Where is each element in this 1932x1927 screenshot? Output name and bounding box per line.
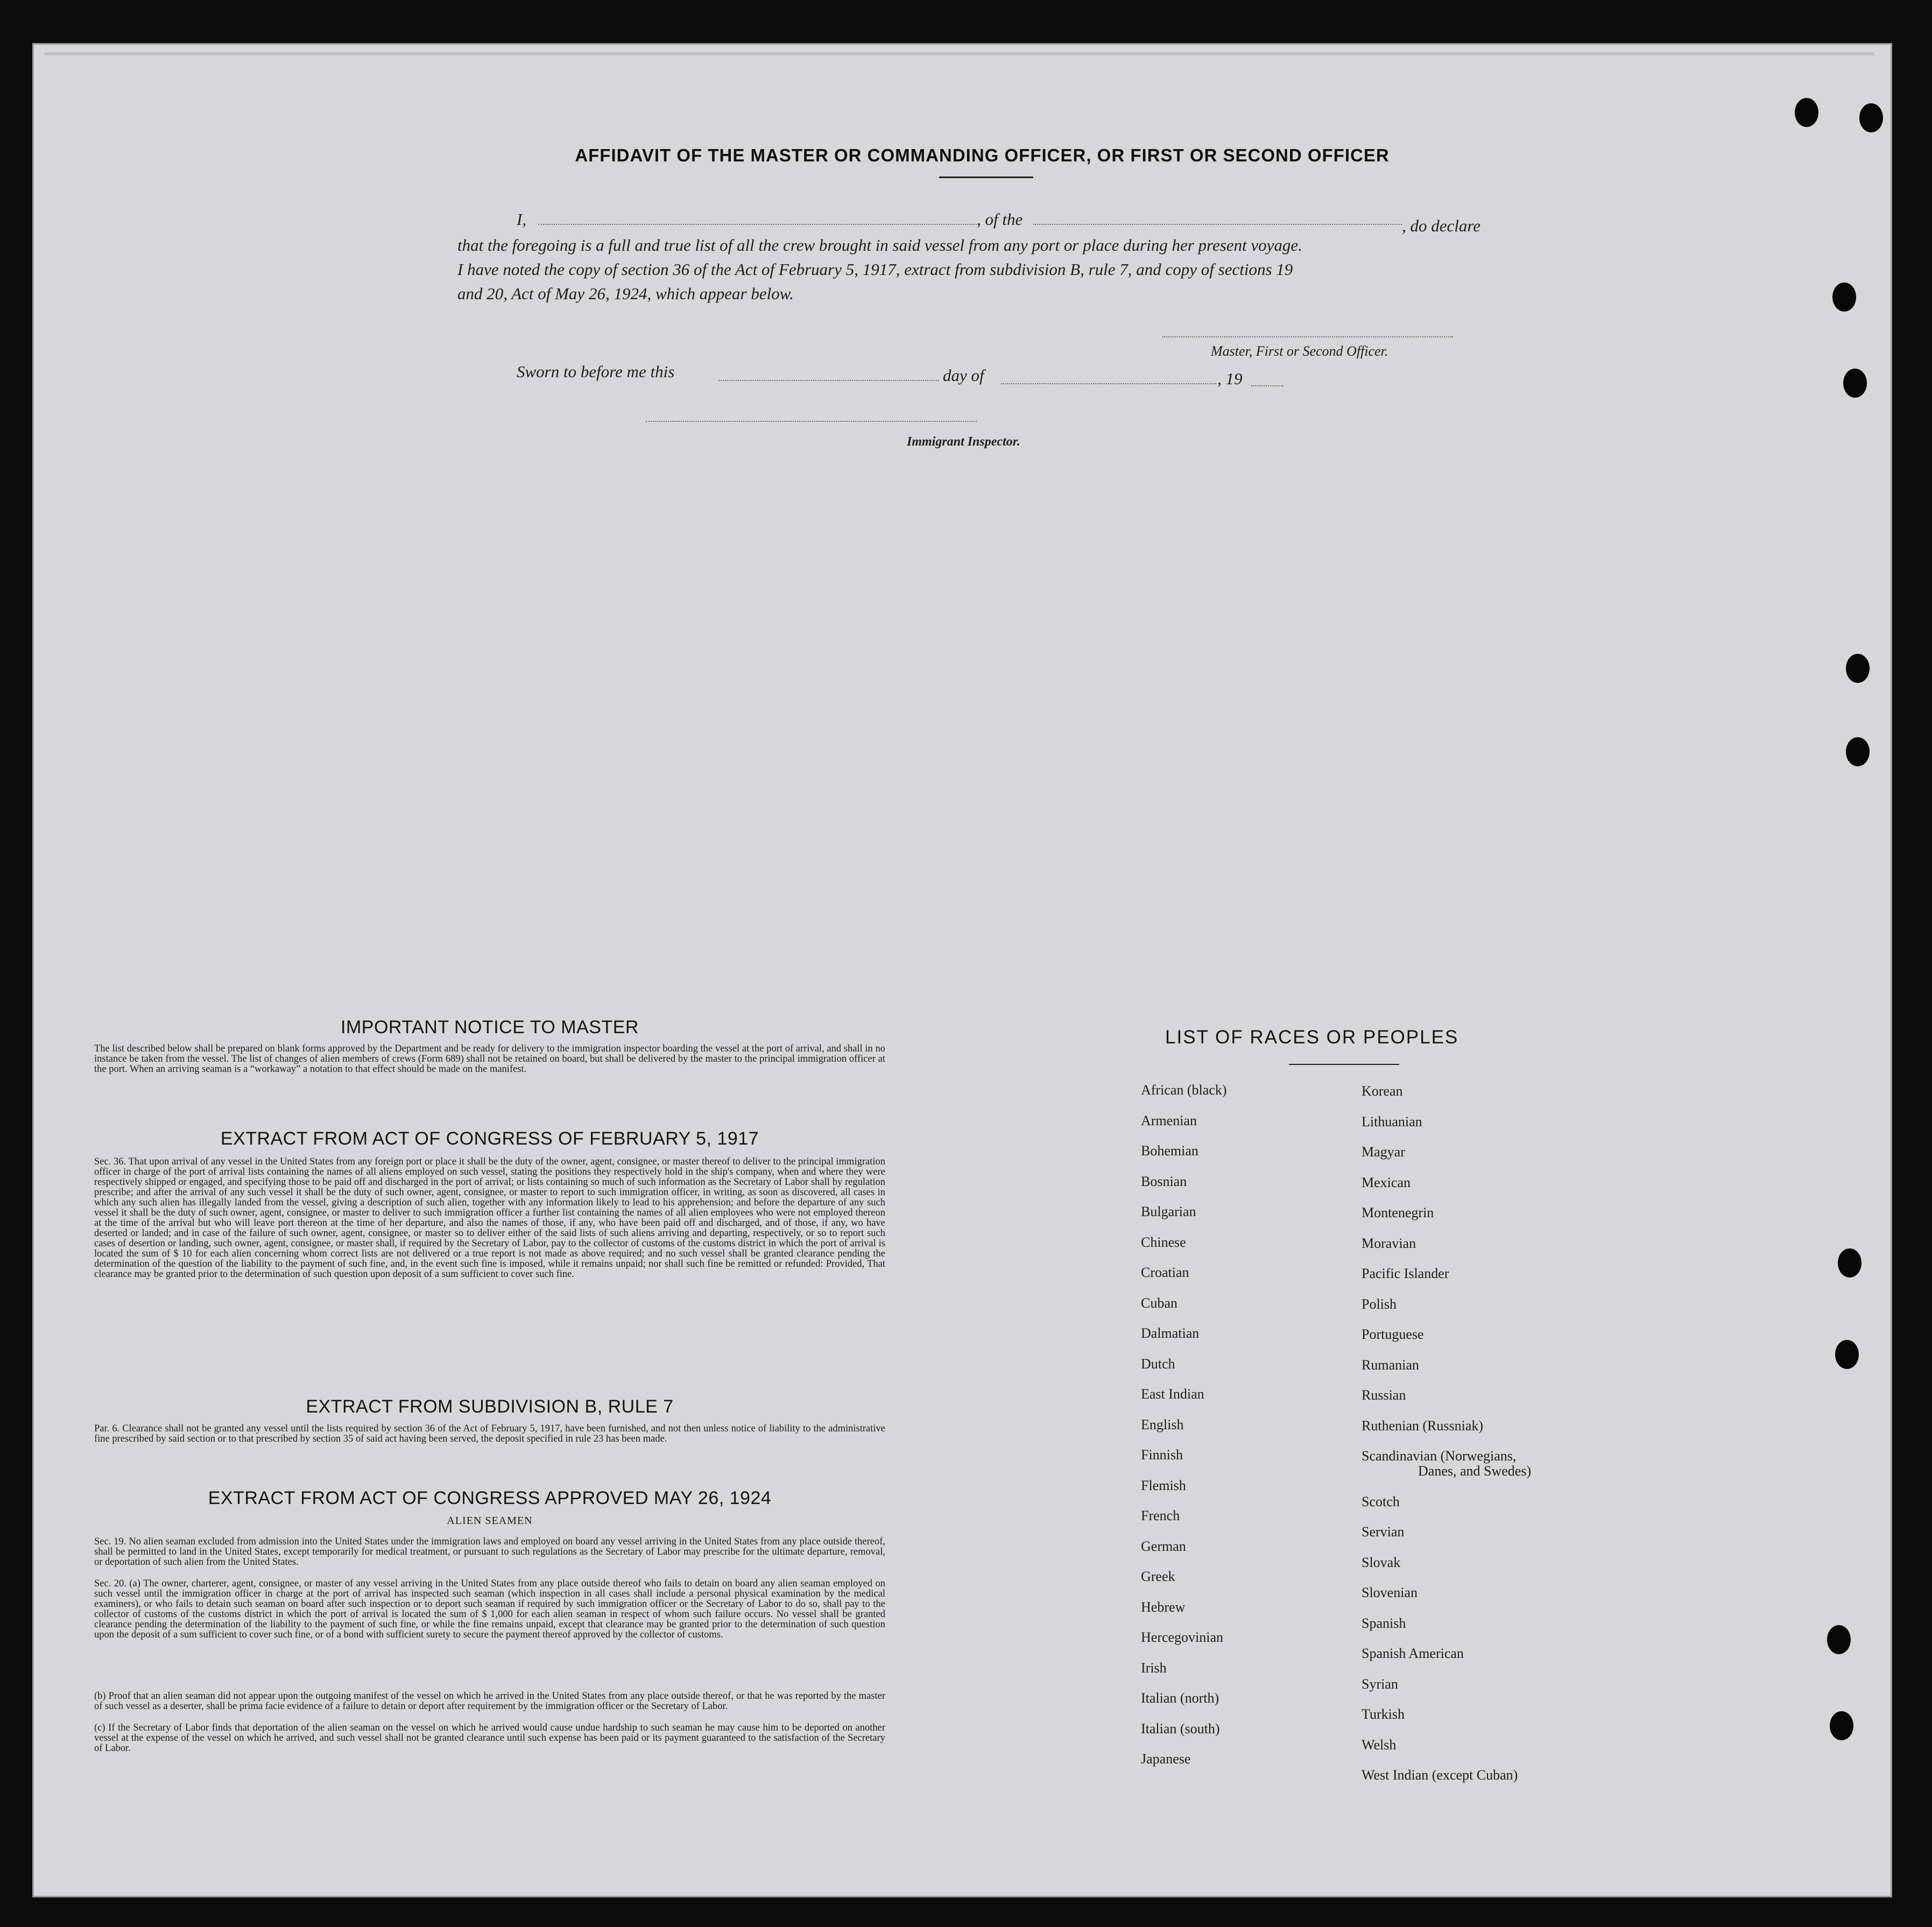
sec-20c-text: (c) If the Secretary of Labor finds that deportation of the alien seaman on the vessel on which he arrived would cause undue hardship to such seaman he may cause him to be deported on another vessel at the expense of the vessel on which he arrived, and such vessel shall not be granted clearance until such expense has been paid or its payment guaranteed to the satisfaction of the Secretary of Labor.	[94, 1723, 885, 1754]
binder-hole	[1827, 1625, 1851, 1654]
race-item: Rumanian	[1362, 1357, 1419, 1373]
affidavit-line-2: that the foregoing is a full and true list of all the crew brought in said vessel from any port or place during her present voyage.	[457, 236, 1302, 255]
extract-1924-title: EXTRACT FROM ACT OF CONGRESS APPROVED MAY 26, 1924	[208, 1488, 772, 1508]
race-item: Dutch	[1141, 1356, 1175, 1372]
race-item: Bosnian	[1141, 1174, 1187, 1189]
binder-hole	[1859, 103, 1883, 132]
extract-1917-title: EXTRACT FROM ACT OF CONGRESS OF FEBRUARY 5, 1917	[220, 1128, 759, 1149]
binder-hole	[1835, 1340, 1859, 1369]
race-item: Welsh	[1362, 1737, 1397, 1753]
race-item: Montenegrin	[1362, 1205, 1434, 1220]
race-item: Hercegovinian	[1141, 1629, 1224, 1645]
race-item: Mexican	[1362, 1175, 1411, 1190]
race-item: Bulgarian	[1141, 1204, 1196, 1219]
race-item: Flemish	[1141, 1478, 1186, 1493]
binder-hole	[1843, 369, 1867, 398]
race-item: German	[1141, 1538, 1186, 1554]
affidavit-title: AFFIDAVIT OF THE MASTER OR COMMANDING OFFICER, OR FIRST OR SECOND OFFICER	[575, 145, 1390, 165]
extract-rule7-text: Par. 6. Clearance shall not be granted any vessel until the lists required by section 36 of the Act of February 5, 1917, have been furnished, and not then unless notice of liability to the administrative fine prescribed by said section or to that prescribed by section 35 of said act having been served, the deposit specified in rule 23 has been made.	[94, 1423, 885, 1444]
extract-rule7-title: EXTRACT FROM SUBDIVISION B, RULE 7	[306, 1396, 674, 1417]
race-item: Japanese	[1141, 1751, 1191, 1767]
race-item: Cuban	[1141, 1295, 1177, 1311]
binder-hole	[1846, 654, 1870, 683]
races-title: LIST OF RACES OR PEOPLES	[1165, 1027, 1459, 1048]
affidavit-i-label: I,	[517, 210, 527, 229]
race-item: Italian (north)	[1141, 1690, 1219, 1706]
race-item: Dalmatian	[1141, 1325, 1200, 1341]
race-item: Bohemian	[1141, 1143, 1198, 1159]
race-item: Lithuanian	[1362, 1114, 1422, 1130]
race-item: English	[1141, 1417, 1184, 1432]
race-item: Turkish	[1362, 1706, 1405, 1722]
binder-hole	[1795, 98, 1818, 127]
race-item: Syrian	[1362, 1676, 1398, 1692]
alien-seamen-subtitle: ALIEN SEAMEN	[447, 1515, 533, 1527]
race-item: Finnish	[1141, 1447, 1183, 1463]
race-item: Portuguese	[1362, 1326, 1424, 1342]
race-item: Slovak	[1362, 1555, 1401, 1570]
race-item: African (black)	[1141, 1082, 1227, 1098]
binder-hole	[1832, 283, 1856, 312]
race-item: Magyar	[1362, 1144, 1405, 1160]
race-item: Greek	[1141, 1569, 1175, 1584]
signature-blank	[1162, 336, 1453, 337]
race-item: Spanish American	[1362, 1646, 1464, 1661]
sworn-month-blank	[1001, 383, 1216, 384]
title-rule	[939, 177, 1033, 178]
sec-19-text: Sec. 19. No alien seaman excluded from admission into the United States under the immigration laws and employed on board any vessel arriving in the United States from any place outside thereof, shall be permitted to land in the United States, except temporarily for medical treatment, or pursuant to such regulations as the Secretary of Labor may prescribe for the ultimate departure, removal, or deportation of such alien from the United States.	[94, 1536, 885, 1568]
notice-text: The list described below shall be prepared on blank forms approved by the Department and be ready for delivery to the immigration inspector boarding the vessel at the port of arrival, and shall in no instance be taken from the vessel. The list of changes of alien members of crews (Form 689) shall not be retained on board, but shall be delivered by the master to the principal immigration officer at the port. When an arriving seaman is a “workaway” a notation to that effect should be made on the manifest.	[94, 1043, 885, 1075]
race-item: Korean	[1362, 1083, 1403, 1099]
race-item: Ruthenian (Russniak)	[1362, 1418, 1484, 1434]
notice-title: IMPORTANT NOTICE TO MASTER	[341, 1017, 639, 1037]
race-item: Slovenian	[1362, 1585, 1418, 1600]
race-item: Italian (south)	[1141, 1721, 1220, 1737]
binder-hole	[1846, 737, 1870, 766]
sec-20b-text: (b) Proof that an alien seaman did not appear upon the outgoing manifest of the vessel on which he arrived in the United States from any place outside thereof, or that he was reported by the master of such vessel as a deserter, shall be prima facie evidence of a failure to detain or deport after requirement by the immigration officer or the Secretary of Labor.	[94, 1691, 885, 1712]
binder-hole	[1838, 1248, 1862, 1277]
race-item: Polish	[1362, 1296, 1397, 1312]
race-item: Chinese	[1141, 1234, 1186, 1250]
race-item: French	[1141, 1508, 1180, 1523]
race-item: Armenian	[1141, 1113, 1197, 1128]
affidavit-declare-label: , do declare	[1402, 216, 1481, 235]
vessel-blank	[1033, 224, 1402, 225]
inspector-blank	[646, 421, 977, 422]
race-item: Croatian	[1141, 1265, 1189, 1280]
race-item: Danes, and Swedes)	[1418, 1463, 1532, 1479]
sec-20a-text: Sec. 20. (a) The owner, charterer, agent, consignee, or master of any vessel arriving in the United States from any place outside thereof who fails to detain on board any alien seaman employed on such vessel until the immigration officer in charge at the port of arrival has inspected such seaman (which inspection in all cases shall include a personal physical examination by the medical examiners), or who fails to detain such seaman on board after such inspection or to deport such seaman if required by such immigration officer or the Secretary of Labor to do so, shall pay to the collector of customs of the customs district in which the port of arrival is located the sum of $ 1,000 for each alien seaman in respect of whom such failure occurs. No vessel shall be granted clearance pending the determination of the liability to the payment of such fine, or while the fine remains unpaid, except that clearance may be granted prior to the determination of such question upon the deposit of a sum sufficient to cover such fine, or of a bond with sufficient surety to secure the payment thereof approved by the collector of customs.	[94, 1578, 885, 1640]
race-item: East Indian	[1141, 1386, 1204, 1402]
race-item: Servian	[1362, 1524, 1405, 1540]
affidavit-line-3: I have noted the copy of section 36 of the Act of February 5, 1917, extract from subdivision B, rule 7, and copy of sections 19	[457, 260, 1293, 279]
binder-hole	[1830, 1711, 1853, 1740]
signature-label: Master, First or Second Officer.	[1211, 343, 1388, 359]
affidavit-line-4: and 20, Act of May 26, 1924, which appear below.	[457, 284, 794, 303]
races-title-rule	[1289, 1064, 1399, 1065]
race-item: Spanish	[1362, 1615, 1406, 1631]
sworn-day-blank	[718, 380, 939, 381]
race-item: Pacific Islander	[1362, 1266, 1449, 1281]
inspector-label: Immigrant Inspector.	[907, 435, 1020, 449]
affidavit-of-the-label: , of the	[977, 210, 1023, 229]
extract-1917-text: Sec. 36. That upon arrival of any vessel in the United States from any foreign port or place it shall be the duty of the owner, agent, consignee, or master thereof to deliver to the principal immigration officer in charge of the port of arrival lists containing the names of all aliens employed on such vessel, stating the positions they respectively hold in the ship's company, when and where they were respectively shipped or engaged, and specifying those to be paid off and discharged in the port of arrival; or lists containing so much of such information as the Secretary of Labor shall by regulation prescribe; and after the arrival of any such vessel it shall be the duty of such owner, agent, consignee, or master to report to such immigration officer, in writing, as soon as discovered, all cases in which any such alien has illegally landed from the vessel, giving a description of such alien, together with any information likely to lead to his apprehension; and before the departure of any such vessel it shall be the duty of such owner, agent, consignee, or master to deliver to such immigration officer a further list containing the names of all alien employees who were not employed thereon at the time of the arrival but who will leave port thereon at the time of her departure, and also the names of those, if any, who have been paid off and discharged, and of those, if any, wo have deserted or landed; and in case of the failure of such owner, agent, consignee, or master so to deliver either of the said lists of such aliens arriving and departing, respectively, or so to report such cases of desertion or landing, such owner, agent, consignee, or master shall, if required by the Secretary of Labor, pay to the collector of customs of the customs district in which the port of arrival is located the sum of $ 10 for each alien concerning whom correct lists are not delivered or a true report is not made as above required; and no such vessel shall be granted clearance pending the determination of the question of the liability to the payment of such fine, and, in the event such fine is imposed, while it remains unpaid; nor shall such fine be remitted or refunded: Provided, That clearance may be granted prior to the determination of such question upon deposit of a sum sufficient to cover such fine.	[94, 1156, 885, 1280]
sworn-label: Sworn to before me this	[517, 362, 675, 381]
sworn-day-label: day of	[943, 366, 984, 385]
race-item: Irish	[1141, 1660, 1167, 1676]
name-blank	[538, 224, 977, 225]
race-item: Scandinavian (Norwegians,	[1362, 1448, 1517, 1464]
sworn-year-label: , 19	[1217, 369, 1243, 388]
paper-fold-edge	[45, 52, 1874, 55]
sworn-year-blank	[1251, 385, 1284, 386]
race-item: Russian	[1362, 1387, 1406, 1403]
race-item: Moravian	[1362, 1236, 1416, 1251]
race-item: Scotch	[1362, 1494, 1400, 1509]
race-item: West Indian (except Cuban)	[1362, 1767, 1518, 1783]
race-item: Hebrew	[1141, 1599, 1186, 1615]
